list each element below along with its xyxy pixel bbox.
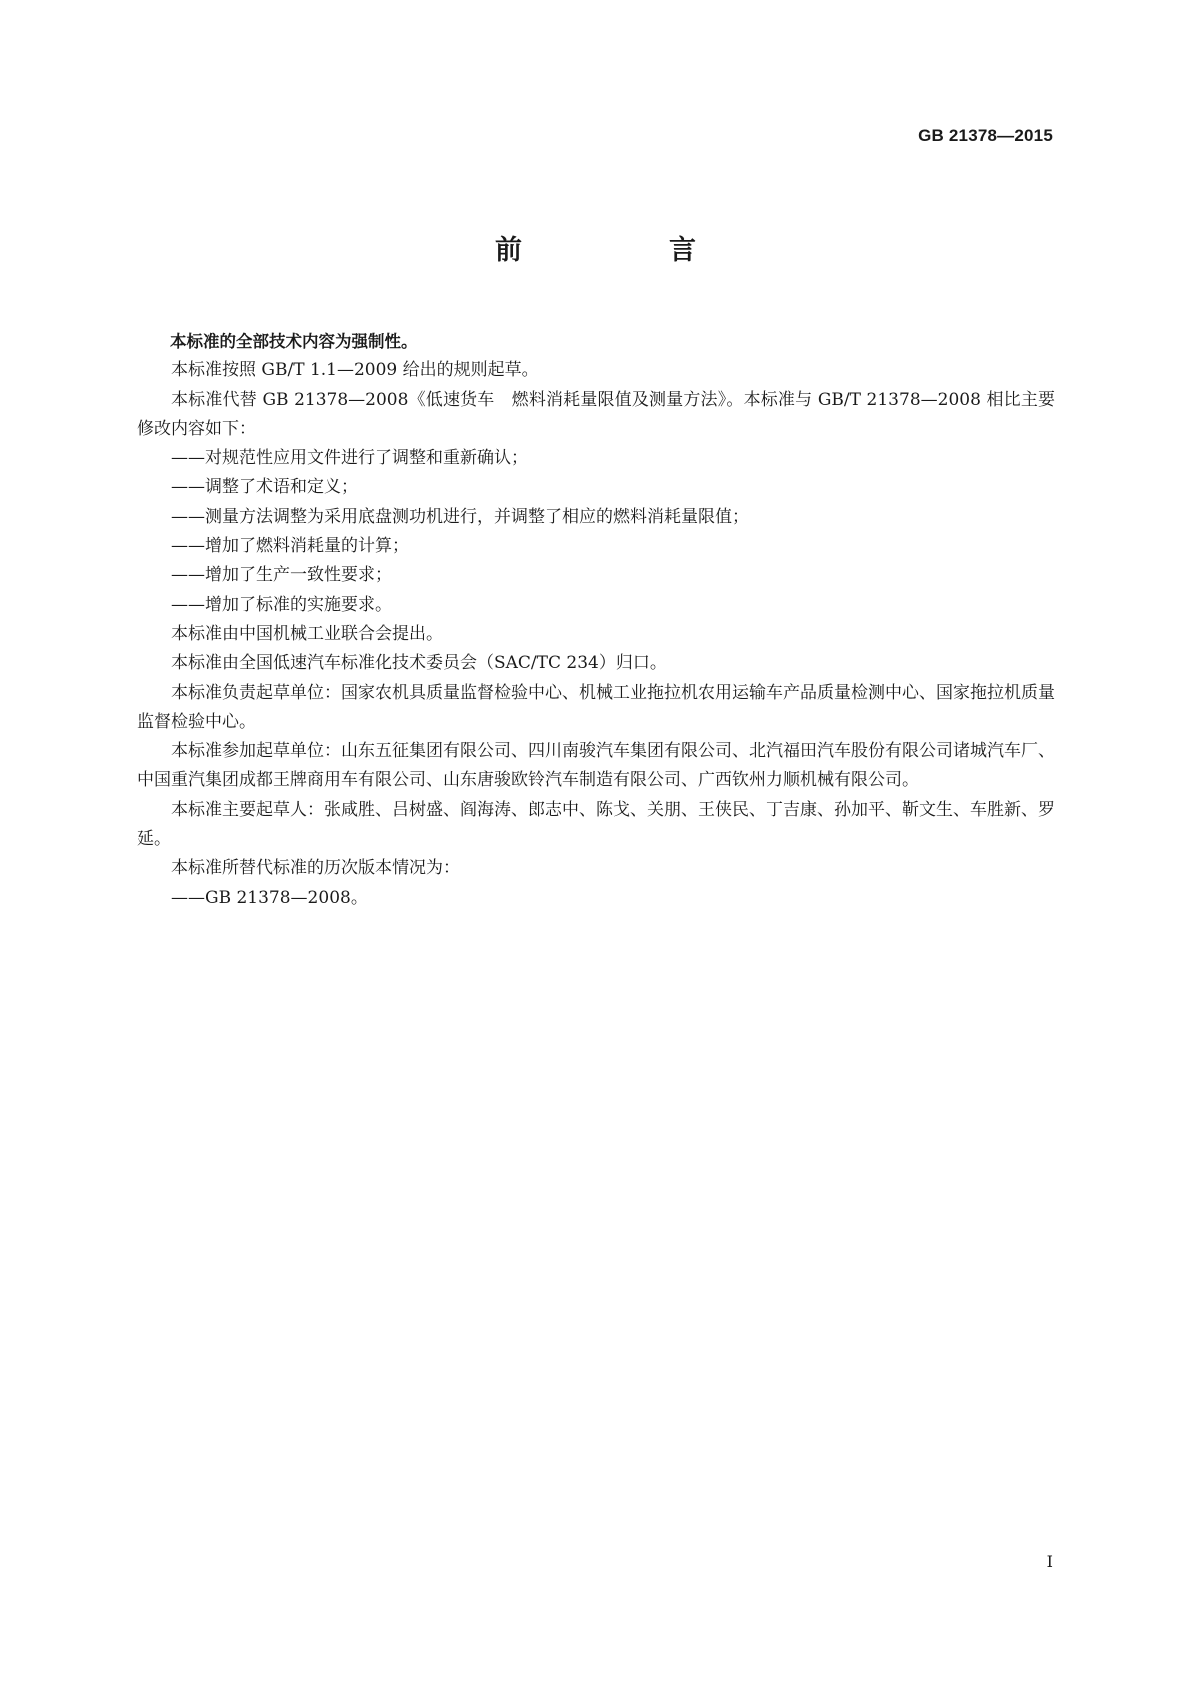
paragraph-previous-editions: 本标准所替代标准的历次版本情况为：	[171, 858, 460, 879]
paragraph-drafting-rules: 本标准按照 GB/T 1.1—2009 给出的规则起草。	[171, 360, 539, 381]
previous-edition-item: ——GB 21378—2008。	[171, 887, 368, 908]
change-item: ——对规范性应用文件进行了调整和重新确认；	[171, 448, 528, 469]
paragraph-responsible-drafters: 本标准负责起草单位：国家农机具质量监督检验中心、机械工业拖拉机农用运输车产品质量检测中心、国家拖拉机质量监督检验中心。	[137, 682, 1055, 732]
change-item: ——增加了生产一致性要求；	[171, 565, 392, 586]
paragraph-replacement: 本标准代替 GB 21378—2008《低速货车 燃料消耗量限值及测量方法》。本标准与 GB/T 21378—2008 相比主要修改内容如下：	[137, 389, 1055, 439]
change-item: ——增加了燃料消耗量的计算；	[171, 536, 409, 557]
change-item: ——测量方法调整为采用底盘测功机进行，并调整了相应的燃料消耗量限值；	[171, 506, 749, 527]
page-number: I	[1046, 1552, 1053, 1571]
paragraph-main-drafters: 本标准主要起草人：张咸胜、吕树盛、阎海涛、郎志中、陈戈、关朋、王侠民、丁吉康、孙加平、靳文生、车胜新、罗延。	[137, 799, 1055, 850]
foreword-body	[137, 327, 1055, 913]
standard-code: GB 21378—2015	[918, 126, 1053, 145]
paragraph-proposer: 本标准由中国机械工业联合会提出。	[171, 623, 443, 644]
paragraph-mandatory-statement: 本标准的全部技术内容为强制性。	[170, 332, 418, 351]
paragraph-participating-drafters: 本标准参加起草单位：山东五征集团有限公司、四川南骏汽车集团有限公司、北汽福田汽车股份有限公司诸城汽车厂、中国重汽集团成都王牌商用车有限公司、山东唐骏欧铃汽车制造有限公司、广西钦州力顺机械有限公司。	[137, 741, 1055, 791]
page-title: 前 言	[495, 235, 756, 266]
paragraph-committee: 本标准由全国低速汽车标准化技术委员会（SAC/TC 234）归口。	[171, 653, 667, 674]
change-item: ——增加了标准的实施要求。	[171, 594, 392, 615]
change-item: ——调整了术语和定义；	[171, 477, 358, 498]
